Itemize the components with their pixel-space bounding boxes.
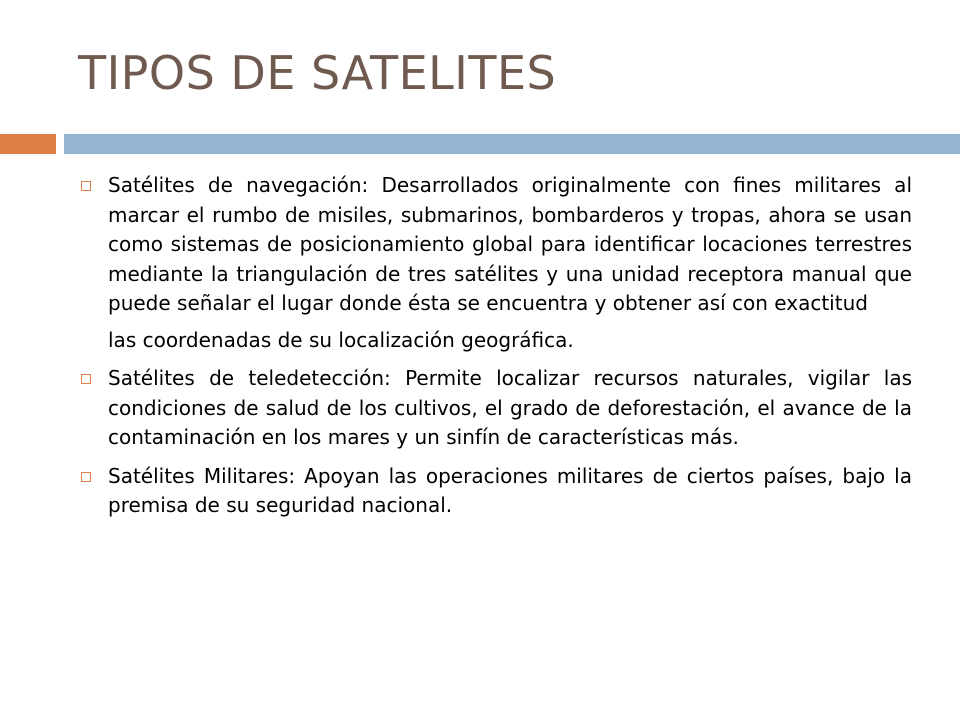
- accent-bar-orange: [0, 134, 56, 154]
- slide-title: TIPOS DE SATELITES: [78, 46, 557, 100]
- accent-bar-blue: [64, 134, 960, 154]
- square-bullet-icon: [81, 374, 91, 384]
- square-bullet-icon: [81, 472, 91, 482]
- list-item-navegacion: [78, 171, 912, 319]
- list-item-text: las coordenadas de su localización geográfica.: [108, 327, 574, 352]
- list-item-text: Satélites de teledetección: Permite localizar recursos naturales, vigilar las condiciones de salud de los cultivos, el grado de deforestación, el avance de la contaminación en los mares y un sinfín de características más.: [108, 366, 912, 449]
- list-item-teledeteccion: [78, 364, 912, 453]
- list-item-text: Satélites Militares: Apoyan las operaciones militares de ciertos países, bajo la premisa de su seguridad nacional.: [108, 463, 912, 517]
- list-item-text: Satélites de navegación: Desarrollados originalmente con fines militares al marcar el rumbo de misiles, submarinos, bombarderos y tropas, ahora se usan como sistemas de posicionamiento global para identificar locaciones terrestres mediante la triangulación de tres satélites y una unidad receptora manual que puede señalar el lugar donde ésta se encuentra y obtener así con exactitud: [108, 173, 912, 315]
- slide-content: [78, 171, 912, 530]
- list-item-continuation: [78, 326, 912, 356]
- list-item-militares: [78, 462, 912, 521]
- square-bullet-icon: [81, 181, 91, 191]
